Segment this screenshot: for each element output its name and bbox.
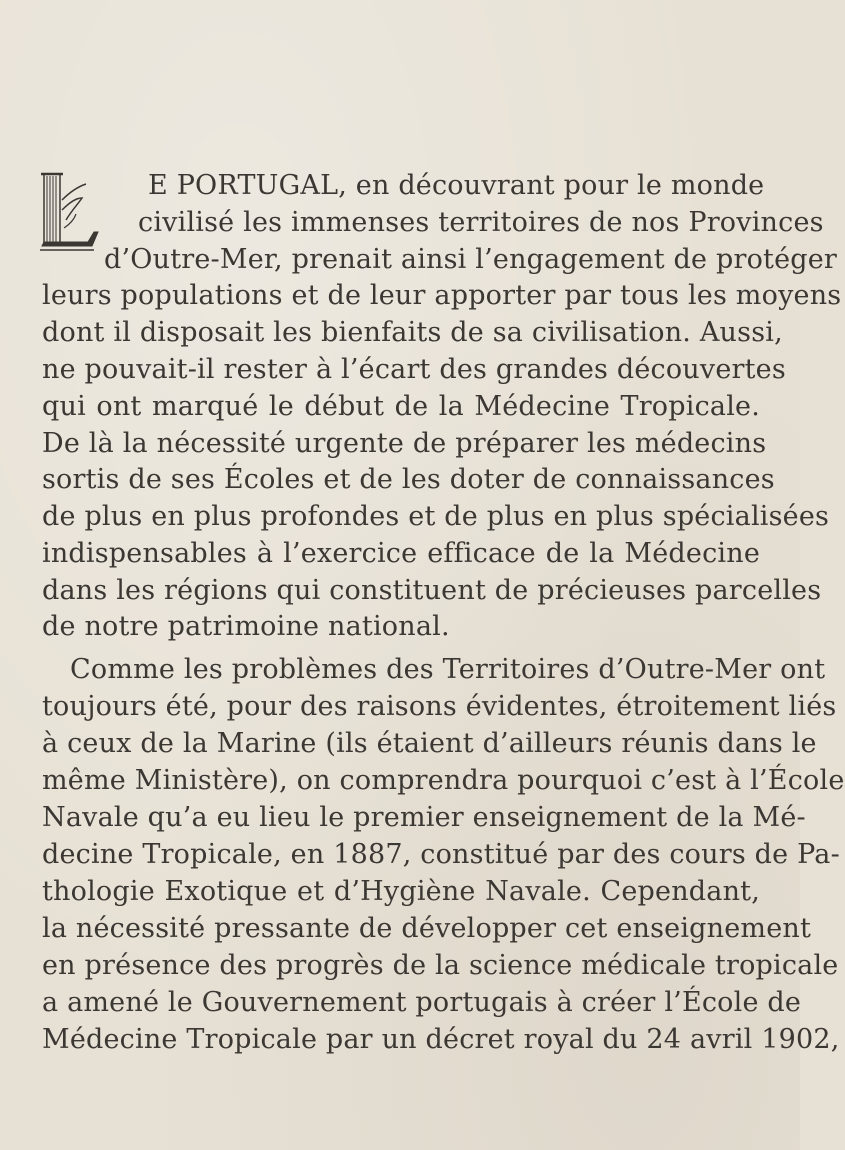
paragraph-1-line-4: leurs populations et de leur apporter par tous les moyens bbox=[42, 280, 842, 311]
paragraph-1-line-11: indispensables à l’exercice efficace de la Médecine bbox=[42, 538, 760, 569]
paragraph-2-line-2: toujours été, pour des raisons évidentes, étroitement liés bbox=[42, 691, 837, 722]
paragraph-1-line-12: dans les régions qui constituent de précieuses parcelles bbox=[42, 575, 822, 606]
paragraph-2-line-1: Comme les problèmes des Territoires d’Outre-Mer ont bbox=[70, 654, 826, 685]
paragraph-1-line-6: ne pouvait-il rester à l’écart des grandes découvertes bbox=[42, 354, 786, 385]
paragraph-2-line-10: a amené le Gouvernement portugais à créer l’École de bbox=[42, 987, 802, 1018]
drop-cap-letter: L bbox=[100, 262, 101, 263]
paragraph-1-line-1: E PORTUGAL, en découvrant pour le monde bbox=[148, 170, 765, 201]
paragraph-1-line-13: de notre patrimoine national. bbox=[42, 611, 450, 642]
paragraph-1-line-2: civilisé les immenses territoires de nos Provinces bbox=[138, 207, 824, 238]
paragraph-1-line-3: d’Outre-Mer, prenait ainsi l’engagement de protéger bbox=[104, 244, 838, 275]
paragraph-2-line-5: Navale qu’a eu lieu le premier enseignement de la Mé- bbox=[42, 802, 806, 833]
paragraph-2-line-6: decine Tropicale, en 1887, constitué par des cours de Pa- bbox=[42, 839, 840, 870]
paragraph-1-line-10: de plus en plus profondes et de plus en plus spécialisées bbox=[42, 501, 830, 532]
paragraph-1-line-8: De là la nécessité urgente de préparer les médecins bbox=[42, 428, 767, 459]
paragraph-2-line-8: la nécessité pressante de développer cet enseignement bbox=[42, 913, 812, 944]
paragraph-1-line-9: sortis de ses Écoles et de les doter de connaissances bbox=[42, 464, 775, 495]
paragraph-2-line-7: thologie Exotique et d’Hygiène Navale. Cependant, bbox=[42, 876, 760, 907]
paragraph-2-line-9: en présence des progrès de la science médicale tropicale bbox=[42, 950, 839, 981]
paragraph-2-line-3: à ceux de la Marine (ils étaient d’ailleurs réunis dans le bbox=[42, 728, 817, 759]
paragraph-1-line-5: dont il disposait les bienfaits de sa civilisation. Aussi, bbox=[42, 317, 783, 348]
paragraph-1-line-7: qui ont marqué le début de la Médecine Tropicale. bbox=[42, 391, 760, 422]
paragraph-2-line-4: même Ministère), on comprendra pourquoi c’est à l’École bbox=[42, 765, 845, 796]
paragraph-2-line-11: Médecine Tropicale par un décret royal du 24 avril 1902, bbox=[42, 1024, 840, 1055]
